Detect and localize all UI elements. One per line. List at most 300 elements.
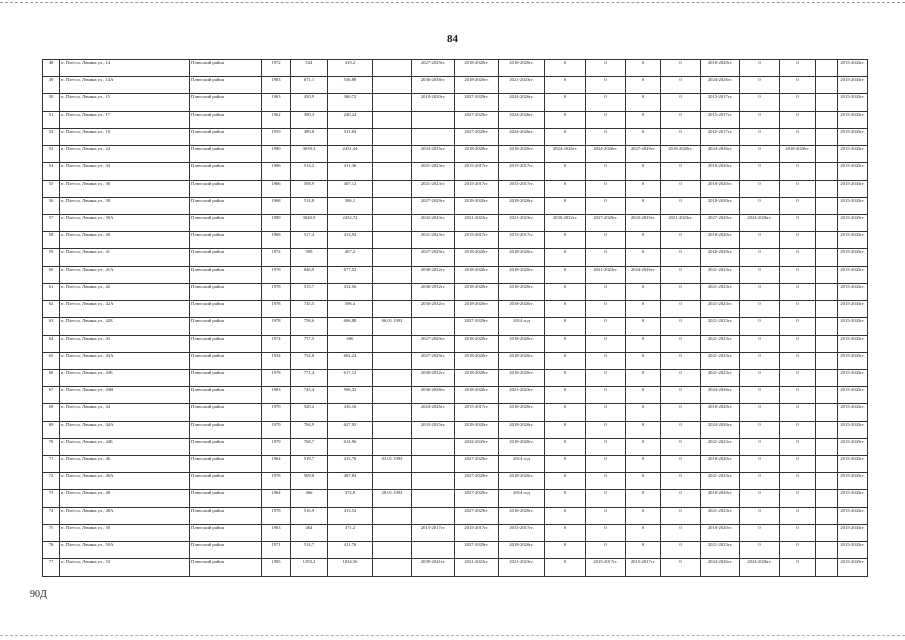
row-number-cell: 73 <box>43 490 60 507</box>
work-period-cell: 2030-2032гг. <box>545 214 586 231</box>
address-cell: п. Плесса, Ленина ул., 50 <box>60 524 190 541</box>
work-period-cell: 2021-2023гг. <box>701 352 740 369</box>
work-period-cell: 0 <box>626 77 661 94</box>
district-cell: Плюсский район <box>190 283 262 300</box>
table-row <box>43 197 868 214</box>
table-row <box>43 249 868 266</box>
work-period-cell: 2014 год <box>499 318 545 335</box>
work-period-cell: 0 <box>780 301 816 318</box>
work-period-cell: 0 <box>661 335 701 352</box>
work-period-cell: 2021-2023гг. <box>499 77 545 94</box>
work-period-cell: 0 <box>661 301 701 318</box>
work-period-cell: 0 <box>740 524 780 541</box>
row-number-cell: 75 <box>43 524 60 541</box>
work-period-cell: 2033-2035гг. <box>412 146 455 163</box>
work-period-cell: 2027-2029гг. <box>455 542 499 559</box>
work-period-cell <box>412 128 455 145</box>
district-cell: Плюсский район <box>190 163 262 180</box>
work-period-cell: 0 <box>626 421 661 438</box>
work-period-cell: 2027-2029гг. <box>455 507 499 524</box>
work-period-cell: 0 <box>545 559 586 577</box>
table-row <box>43 387 868 404</box>
work-period-cell: 2018-2020гг. <box>455 283 499 300</box>
table-row <box>43 266 868 283</box>
work-period-cell: 0 <box>780 507 816 524</box>
district-cell: Плюсский район <box>190 301 262 318</box>
year-built-cell: 1980 <box>262 146 291 163</box>
district-cell: Плюсский район <box>190 111 262 128</box>
work-period-cell: 2015-2017гг. <box>626 559 661 577</box>
work-period-cell: 0 <box>780 283 816 300</box>
total-area-cell: 517,4 <box>291 232 328 249</box>
total-area-cell: 520,2 <box>291 404 328 421</box>
work-period-cell: 2030-2032гг. <box>412 369 455 386</box>
work-period-cell <box>816 111 838 128</box>
work-period-cell: 0 <box>740 507 780 524</box>
work-period-cell: 0 <box>586 77 626 94</box>
work-period-cell: 0 <box>626 232 661 249</box>
total-area-cell: 514,2 <box>291 163 328 180</box>
work-period-cell: 2015-2017гг. <box>701 128 740 145</box>
date-cell <box>373 352 412 369</box>
work-period-cell: 0 <box>661 283 701 300</box>
district-cell: Плюсский район <box>190 559 262 577</box>
work-period-cell: 2018-2020гг. <box>499 507 545 524</box>
work-period-cell: 0 <box>626 438 661 455</box>
address-cell: п. Плесса, Ленина ул., 36 <box>60 180 190 197</box>
living-area-cell: 415,76 <box>328 456 373 473</box>
address-cell: п. Плесса, Ленина ул., 38 <box>60 197 190 214</box>
work-period-cell: 2021-2023гг. <box>701 369 740 386</box>
work-period-cell <box>816 335 838 352</box>
work-period-cell: 0 <box>545 318 586 335</box>
work-period-cell: 2018-2020гг. <box>499 473 545 490</box>
row-number-cell: 76 <box>43 542 60 559</box>
work-period-cell: 0 <box>780 94 816 111</box>
work-period-cell: 0 <box>545 301 586 318</box>
work-period-cell: 2027-2029гг. <box>455 456 499 473</box>
living-area-cell: 596,32 <box>328 387 373 404</box>
work-period-cell: 0 <box>545 77 586 94</box>
work-period-cell: 0 <box>740 456 780 473</box>
work-period-cell: 2018-2020гг. <box>701 197 740 214</box>
year-built-cell: 1978 <box>262 266 291 283</box>
work-period-cell: 0 <box>626 94 661 111</box>
work-period-cell: 0 <box>586 335 626 352</box>
work-period-cell <box>412 456 455 473</box>
work-period-cell: 0 <box>780 318 816 335</box>
work-period-cell: 2018-2020гг. <box>661 146 701 163</box>
work-period-cell: 0 <box>661 438 701 455</box>
work-period-cell: 0 <box>545 404 586 421</box>
work-period-cell: 0 <box>780 524 816 541</box>
year-built-cell: 1968 <box>262 232 291 249</box>
district-cell: Плюсский район <box>190 421 262 438</box>
work-period-cell: 2021-2023гг. <box>701 301 740 318</box>
date-cell <box>373 146 412 163</box>
work-period-cell: 2027-2029гг. <box>455 111 499 128</box>
work-period-cell: 2015-2043гг. <box>838 404 868 421</box>
work-period-cell: 0 <box>626 283 661 300</box>
work-period-cell: 2021-2023гг. <box>701 507 740 524</box>
work-period-cell: 0 <box>780 352 816 369</box>
row-number-cell: 55 <box>43 180 60 197</box>
work-period-cell: 2018-2020гг. <box>455 369 499 386</box>
work-period-cell: 2021-2023гг. <box>661 214 701 231</box>
district-cell: Плюсский район <box>190 232 262 249</box>
living-area-cell: 412,56 <box>328 283 373 300</box>
work-period-cell: 0 <box>626 318 661 335</box>
work-period-cell: 0 <box>586 404 626 421</box>
year-built-cell: 1966 <box>262 163 291 180</box>
table-row <box>43 163 868 180</box>
work-period-cell: 2021-2023гг. <box>499 387 545 404</box>
address-cell: п. Плесса, Ленина ул., 48 <box>60 490 190 507</box>
work-period-cell: 0 <box>780 232 816 249</box>
work-period-cell: 2027-2029гг. <box>412 352 455 369</box>
row-number-cell: 68 <box>43 404 60 421</box>
total-area-cell: 508,9 <box>291 180 328 197</box>
work-period-cell <box>816 507 838 524</box>
work-period-cell: 0 <box>661 249 701 266</box>
work-period-cell: 0 <box>626 335 661 352</box>
work-period-cell <box>816 77 838 94</box>
work-period-cell <box>816 283 838 300</box>
work-period-cell: 0 <box>586 111 626 128</box>
living-area-cell: 627,92 <box>328 421 373 438</box>
table-row <box>43 301 868 318</box>
table-row <box>43 352 868 369</box>
row-number-cell: 50 <box>43 94 60 111</box>
work-period-cell <box>816 421 838 438</box>
total-area-cell: 519,7 <box>291 456 328 473</box>
work-period-cell: 2027-2029гг. <box>412 60 455 77</box>
work-period-cell: 2021-2023гг. <box>586 266 626 283</box>
work-period-cell: 0 <box>661 352 701 369</box>
work-period-cell: 0 <box>586 473 626 490</box>
table-row <box>43 456 868 473</box>
work-period-cell <box>816 232 838 249</box>
living-area-cell: 240,24 <box>328 111 373 128</box>
work-period-cell: 0 <box>740 283 780 300</box>
address-cell: п. Плесса, Ленина ул., 41А <box>60 266 190 283</box>
work-period-cell: 2018-2020гг. <box>499 421 545 438</box>
work-period-cell: 2018-2020гг. <box>455 197 499 214</box>
work-period-cell: 0 <box>626 60 661 77</box>
work-period-cell: 2027-2029гг. <box>412 335 455 352</box>
work-period-cell: 0 <box>661 542 701 559</box>
work-period-cell: 0 <box>545 352 586 369</box>
work-period-cell: 2018-2020гг. <box>499 249 545 266</box>
work-period-cell: 0 <box>780 438 816 455</box>
work-period-cell: 0 <box>780 77 816 94</box>
work-period-cell <box>816 266 838 283</box>
work-period-cell: 0 <box>780 266 816 283</box>
work-period-cell <box>816 438 838 455</box>
work-period-cell: 2018-2020гг. <box>455 421 499 438</box>
work-period-cell: 0 <box>740 197 780 214</box>
work-period-cell: 0 <box>661 111 701 128</box>
work-period-cell: 0 <box>545 524 586 541</box>
date-cell <box>373 404 412 421</box>
work-period-cell: 0 <box>545 369 586 386</box>
work-period-cell: 0 <box>740 369 780 386</box>
work-period-cell: 2018-2020гг. <box>701 232 740 249</box>
total-area-cell: 784,9 <box>291 421 328 438</box>
work-period-cell: 2033-2035гг. <box>626 214 661 231</box>
work-period-cell: 2015-2043гг. <box>838 301 868 318</box>
work-period-cell: 2027-2029гг. <box>412 197 455 214</box>
living-area-cell: 413,92 <box>328 232 373 249</box>
work-period-cell: 2018-2020гг. <box>455 77 499 94</box>
work-period-cell: 0 <box>780 335 816 352</box>
work-period-cell: 0 <box>780 490 816 507</box>
work-period-cell: 0 <box>780 197 816 214</box>
work-period-cell: 2018-2020гг. <box>499 438 545 455</box>
work-period-cell: 0 <box>626 197 661 214</box>
year-built-cell: 1989 <box>262 214 291 231</box>
work-period-cell <box>816 490 838 507</box>
year-built-cell: 1959 <box>262 128 291 145</box>
work-period-cell <box>816 214 838 231</box>
work-period-cell <box>816 197 838 214</box>
date-cell <box>373 369 412 386</box>
work-period-cell: 2015-2043гг. <box>838 60 868 77</box>
work-period-cell <box>816 318 838 335</box>
work-period-cell: 2018-2020гг. <box>499 369 545 386</box>
total-area-cell: 450,9 <box>291 94 328 111</box>
work-period-cell: 2015-2017гг. <box>499 180 545 197</box>
address-cell: п. Плесса, Ленина ул., 42 <box>60 283 190 300</box>
work-period-cell: 2042-2043гг. <box>455 438 499 455</box>
work-period-cell: 0 <box>626 301 661 318</box>
work-period-cell: 0 <box>586 524 626 541</box>
row-number-cell: 67 <box>43 387 60 404</box>
work-period-cell: 0 <box>586 387 626 404</box>
total-area-cell: 516,9 <box>291 507 328 524</box>
date-cell <box>373 438 412 455</box>
work-period-cell: 2018-2020гг. <box>701 456 740 473</box>
work-period-cell: 0 <box>626 128 661 145</box>
work-period-cell: 0 <box>586 507 626 524</box>
work-period-cell: 0 <box>661 524 701 541</box>
work-period-cell: 2015-2043гг. <box>838 387 868 404</box>
work-period-cell: 2024-2026гг. <box>701 559 740 577</box>
work-period-cell: 2024-2026гг. <box>499 111 545 128</box>
work-period-cell: 0 <box>545 507 586 524</box>
total-area-cell: 466 <box>291 490 328 507</box>
work-period-cell: 2018-2020гг. <box>499 352 545 369</box>
work-period-cell: 2015-2043гг. <box>838 507 868 524</box>
work-period-cell: 0 <box>661 490 701 507</box>
work-period-cell: 2024-2026гг. <box>740 559 780 577</box>
work-period-cell: 0 <box>626 473 661 490</box>
work-period-cell <box>816 387 838 404</box>
work-period-cell: 0 <box>661 266 701 283</box>
work-period-cell: 2018-2020гг. <box>701 249 740 266</box>
living-area-cell: 407,84 <box>328 473 373 490</box>
work-period-cell: 2027-2029гг. <box>455 128 499 145</box>
address-cell: п. Плесса, Ленина ул., 44А <box>60 421 190 438</box>
work-period-cell: 0 <box>586 180 626 197</box>
work-period-cell <box>412 111 455 128</box>
work-period-cell: 2021-2023гг. <box>455 214 499 231</box>
work-period-cell: 2018-2020гг. <box>455 335 499 352</box>
living-area-cell: 416,16 <box>328 404 373 421</box>
table-row <box>43 438 868 455</box>
work-period-cell: 2015-2043гг. <box>838 214 868 231</box>
work-period-cell: 2018-2020гг. <box>499 542 545 559</box>
work-period-cell <box>412 473 455 490</box>
work-period-cell: 0 <box>740 438 780 455</box>
work-period-cell: 2030-2032гг. <box>412 301 455 318</box>
address-cell: п. Плесса, Ленина ул., 46 <box>60 456 190 473</box>
work-period-cell: 2042-2043гг. <box>412 214 455 231</box>
row-number-cell: 60 <box>43 266 60 283</box>
date-cell <box>373 111 412 128</box>
work-period-cell: 0 <box>740 249 780 266</box>
work-period-cell: 0 <box>661 180 701 197</box>
work-period-cell: 2015-2043гг. <box>838 180 868 197</box>
work-period-cell: 2015-2043гг. <box>838 163 868 180</box>
row-number-cell: 54 <box>43 163 60 180</box>
work-period-cell: 2018-2020гг. <box>499 301 545 318</box>
district-cell: Плюсский район <box>190 404 262 421</box>
total-area-cell: 3039,3 <box>291 146 328 163</box>
work-period-cell: 2018-2020гг. <box>455 146 499 163</box>
date-cell <box>373 335 412 352</box>
date-cell <box>373 301 412 318</box>
date-cell <box>373 180 412 197</box>
work-period-cell: 2024-2026гг. <box>545 146 586 163</box>
date-cell <box>373 387 412 404</box>
work-period-cell: 0 <box>626 542 661 559</box>
work-period-cell: 0 <box>545 249 586 266</box>
work-period-cell <box>816 60 838 77</box>
work-period-cell: 0 <box>740 128 780 145</box>
work-period-cell: 0 <box>780 163 816 180</box>
district-cell: Плюсский район <box>190 318 262 335</box>
total-area-cell: 1293,2 <box>291 559 328 577</box>
year-built-cell: 1978 <box>262 507 291 524</box>
row-number-cell: 64 <box>43 335 60 352</box>
work-period-cell: 2021-2023гг. <box>701 473 740 490</box>
work-period-cell: 2024-2026гг. <box>701 421 740 438</box>
work-period-cell: 2015-2043гг. <box>838 77 868 94</box>
living-area-cell: 1034,56 <box>328 559 373 577</box>
table-row <box>43 542 868 559</box>
work-period-cell: 0 <box>545 387 586 404</box>
living-area-cell: 606,88 <box>328 318 373 335</box>
work-period-cell: 0 <box>626 456 661 473</box>
work-period-cell: 0 <box>661 473 701 490</box>
date-cell <box>373 249 412 266</box>
work-period-cell: 2015-2017гг. <box>412 524 455 541</box>
work-period-cell: 0 <box>586 438 626 455</box>
work-period-cell <box>816 128 838 145</box>
work-period-cell: 2024-2026гг. <box>586 146 626 163</box>
work-period-cell: 2021-2023гг. <box>701 542 740 559</box>
work-period-cell: 2027-2029гг. <box>455 473 499 490</box>
total-area-cell: 671,1 <box>291 77 328 94</box>
address-cell: п. Плесса, Ленина ул., 15 <box>60 94 190 111</box>
address-cell: п. Плесса, Ленина ул., 43А <box>60 352 190 369</box>
year-built-cell: 1983 <box>262 77 291 94</box>
work-period-cell: 0 <box>740 301 780 318</box>
address-cell: п. Плесса, Ленина ул., 24 <box>60 146 190 163</box>
work-period-cell: 0 <box>586 369 626 386</box>
date-cell: 06.01.1993 <box>373 318 412 335</box>
work-period-cell: 0 <box>626 387 661 404</box>
work-period-cell: 0 <box>661 559 701 577</box>
table-row <box>43 490 868 507</box>
work-period-cell: 2018-2020гг. <box>701 404 740 421</box>
row-number-cell: 53 <box>43 146 60 163</box>
year-built-cell: 1978 <box>262 369 291 386</box>
work-period-cell: 0 <box>780 180 816 197</box>
work-period-cell: 2027-2029гг. <box>586 214 626 231</box>
total-area-cell: 768,7 <box>291 438 328 455</box>
district-cell: Плюсский район <box>190 456 262 473</box>
year-built-cell: 1978 <box>262 283 291 300</box>
work-period-cell: 0 <box>586 318 626 335</box>
work-period-cell: 2027-2029гг. <box>455 490 499 507</box>
work-period-cell: 0 <box>661 232 701 249</box>
work-period-cell: 0 <box>740 60 780 77</box>
work-period-cell: 0 <box>545 94 586 111</box>
work-period-cell: 2018-2020гг. <box>455 352 499 369</box>
work-period-cell: 2015-2043гг. <box>838 146 868 163</box>
district-cell: Плюсский район <box>190 77 262 94</box>
date-cell <box>373 473 412 490</box>
table-row <box>43 404 868 421</box>
living-area-cell: 411,36 <box>328 163 373 180</box>
table-row <box>43 111 868 128</box>
living-area-cell: 2432,72 <box>328 214 373 231</box>
work-period-cell: 2018-2020гг. <box>701 163 740 180</box>
work-period-cell: 2018-2020гг. <box>455 249 499 266</box>
year-built-cell: 1964 <box>262 456 291 473</box>
address-cell: п. Плесса, Ленина ул., 19 <box>60 128 190 145</box>
work-period-cell: 0 <box>545 163 586 180</box>
address-cell: п. Плесса, Ленина ул., 48А <box>60 507 190 524</box>
table-row <box>43 318 868 335</box>
address-cell: п. Плесса, Ленина ул., 43 <box>60 335 190 352</box>
work-period-cell: 0 <box>780 128 816 145</box>
row-number-cell: 51 <box>43 111 60 128</box>
living-area-cell: 419,2 <box>328 60 373 77</box>
date-cell <box>373 542 412 559</box>
work-period-cell: 2027-2029гг. <box>455 318 499 335</box>
date-cell <box>373 197 412 214</box>
total-area-cell: 524 <box>291 60 328 77</box>
living-area-cell: 536,88 <box>328 77 373 94</box>
row-number-cell: 69 <box>43 421 60 438</box>
table-row <box>43 94 868 111</box>
work-period-cell: 0 <box>545 111 586 128</box>
work-period-cell: 2018-2020гг. <box>701 180 740 197</box>
total-area-cell: 745,5 <box>291 301 328 318</box>
work-period-cell <box>816 524 838 541</box>
work-period-cell: 0 <box>740 490 780 507</box>
page-number: 84 <box>447 33 458 45</box>
work-period-cell: 2014 год <box>499 490 545 507</box>
work-period-cell: 0 <box>740 266 780 283</box>
address-cell: п. Плесса, Ленина ул., 44 <box>60 404 190 421</box>
district-cell: Плюсский район <box>190 524 262 541</box>
work-period-cell: 2024-2026гг. <box>626 266 661 283</box>
year-built-cell: 1963 <box>262 94 291 111</box>
